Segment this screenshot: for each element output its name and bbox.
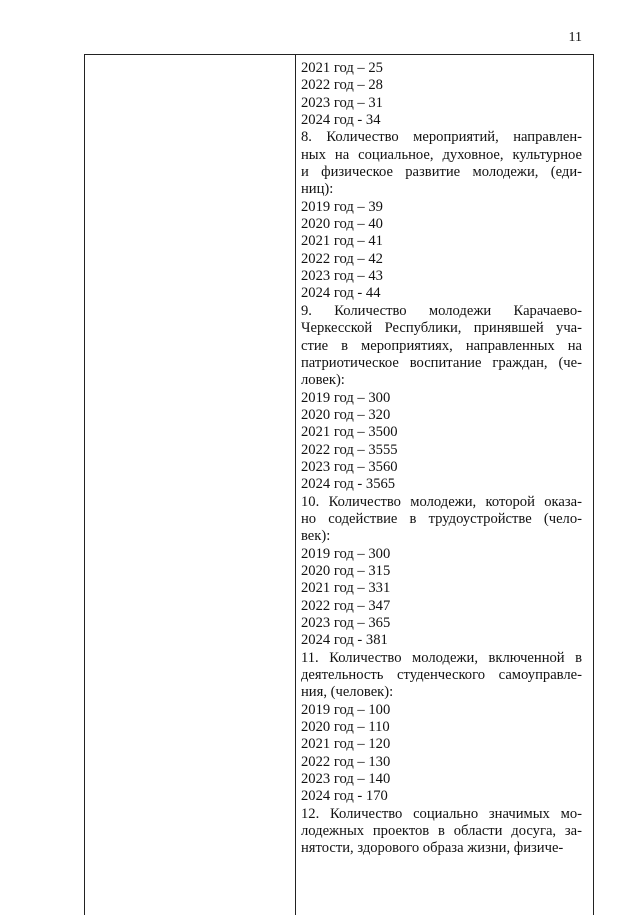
year-value-line: 2019 год – 39: [301, 198, 383, 215]
page-number: 11: [568, 30, 582, 45]
indicator-heading: [301, 303, 582, 390]
year-value-line: 2021 год – 41: [301, 233, 383, 250]
indicator-heading-line: Черкесской Республики, принявшей уча-: [301, 320, 582, 337]
indicator-heading-line: 11. Количество молодежи, включенной в: [301, 649, 582, 666]
indicator-heading-line: ных на социальное, духовное, культурное: [301, 146, 582, 163]
year-value-line: 2023 год – 365: [301, 615, 391, 631]
indicator-heading: [301, 494, 582, 546]
year-value-line: 2022 год – 28: [301, 77, 383, 94]
indicator-heading-line: 10. Количество молодежи, которой оказа-: [301, 493, 582, 510]
indicator-heading-line: 12. Количество социально значимых мо-: [301, 805, 582, 822]
indicator-heading-line: век):: [301, 528, 331, 545]
indicator-heading-line: нятости, здорового образа жизни, физиче-: [301, 840, 564, 857]
year-value-line: 2022 год – 130: [301, 753, 391, 770]
year-value-line: 2021 год – 3500: [301, 424, 398, 441]
year-value-line: 2023 год – 43: [301, 268, 383, 285]
year-value-line: 2024 год - 170: [301, 788, 388, 805]
year-value-line: 2022 год – 42: [301, 250, 383, 267]
year-value-line: 2024 год - 3565: [301, 476, 396, 493]
year-value-line: 2020 год – 320: [301, 406, 391, 423]
year-value-line: 2023 год – 31: [301, 94, 383, 111]
indicator-heading: [301, 650, 582, 702]
indicator-heading-line: ловек):: [301, 372, 345, 389]
indicator-heading-line: ния, (человек):: [301, 684, 394, 701]
table-right-column: [301, 60, 582, 858]
year-value-line: 2020 год – 315: [301, 562, 391, 579]
year-value-line: 2021 год – 25: [301, 60, 383, 76]
year-value-line: 2024 год - 34: [301, 112, 381, 129]
indicator-heading-line: стие в мероприятиях, направленных на: [301, 337, 582, 354]
indicator-heading-line: 9. Количество молодежи Карачаево-: [301, 302, 582, 319]
year-value-line: 2023 год – 140: [301, 771, 391, 788]
year-value-line: 2020 год – 40: [301, 216, 383, 233]
table-left-column: [85, 55, 296, 915]
year-value-line: 2024 год - 44: [301, 285, 381, 302]
indicator-heading-line: патриотическое воспитание граждан, (че-: [301, 354, 582, 371]
year-value-line: 2021 год – 120: [301, 736, 391, 753]
year-value-line: 2021 год – 331: [301, 580, 391, 597]
indicator-heading-line: 8. Количество мероприятий, направлен-: [301, 129, 582, 146]
year-value-line: 2020 год – 110: [301, 719, 390, 736]
indicator-heading: [301, 806, 582, 858]
indicator-table: [84, 54, 594, 915]
year-value-line: 2019 год – 300: [301, 545, 391, 562]
year-value-line: 2019 год – 100: [301, 701, 391, 718]
year-value-line: 2022 год – 3555: [301, 441, 398, 458]
year-value-line: 2023 год – 3560: [301, 458, 398, 475]
year-value-line: 2024 год - 381: [301, 632, 388, 649]
year-value-line: 2022 год – 347: [301, 597, 391, 614]
indicator-heading-line: и физическое развитие молодежи, (еди-: [301, 164, 582, 181]
indicator-heading: [301, 129, 582, 198]
year-value-line: 2019 год – 300: [301, 389, 391, 406]
indicator-heading-line: деятельность студенческого самоуправле-: [301, 667, 582, 684]
indicator-heading-line: но содействие в трудоустройстве (чело-: [301, 510, 582, 527]
indicator-heading-line: ниц):: [301, 181, 334, 198]
indicator-heading-line: лодежных проектов в области досуга, за-: [301, 823, 582, 840]
